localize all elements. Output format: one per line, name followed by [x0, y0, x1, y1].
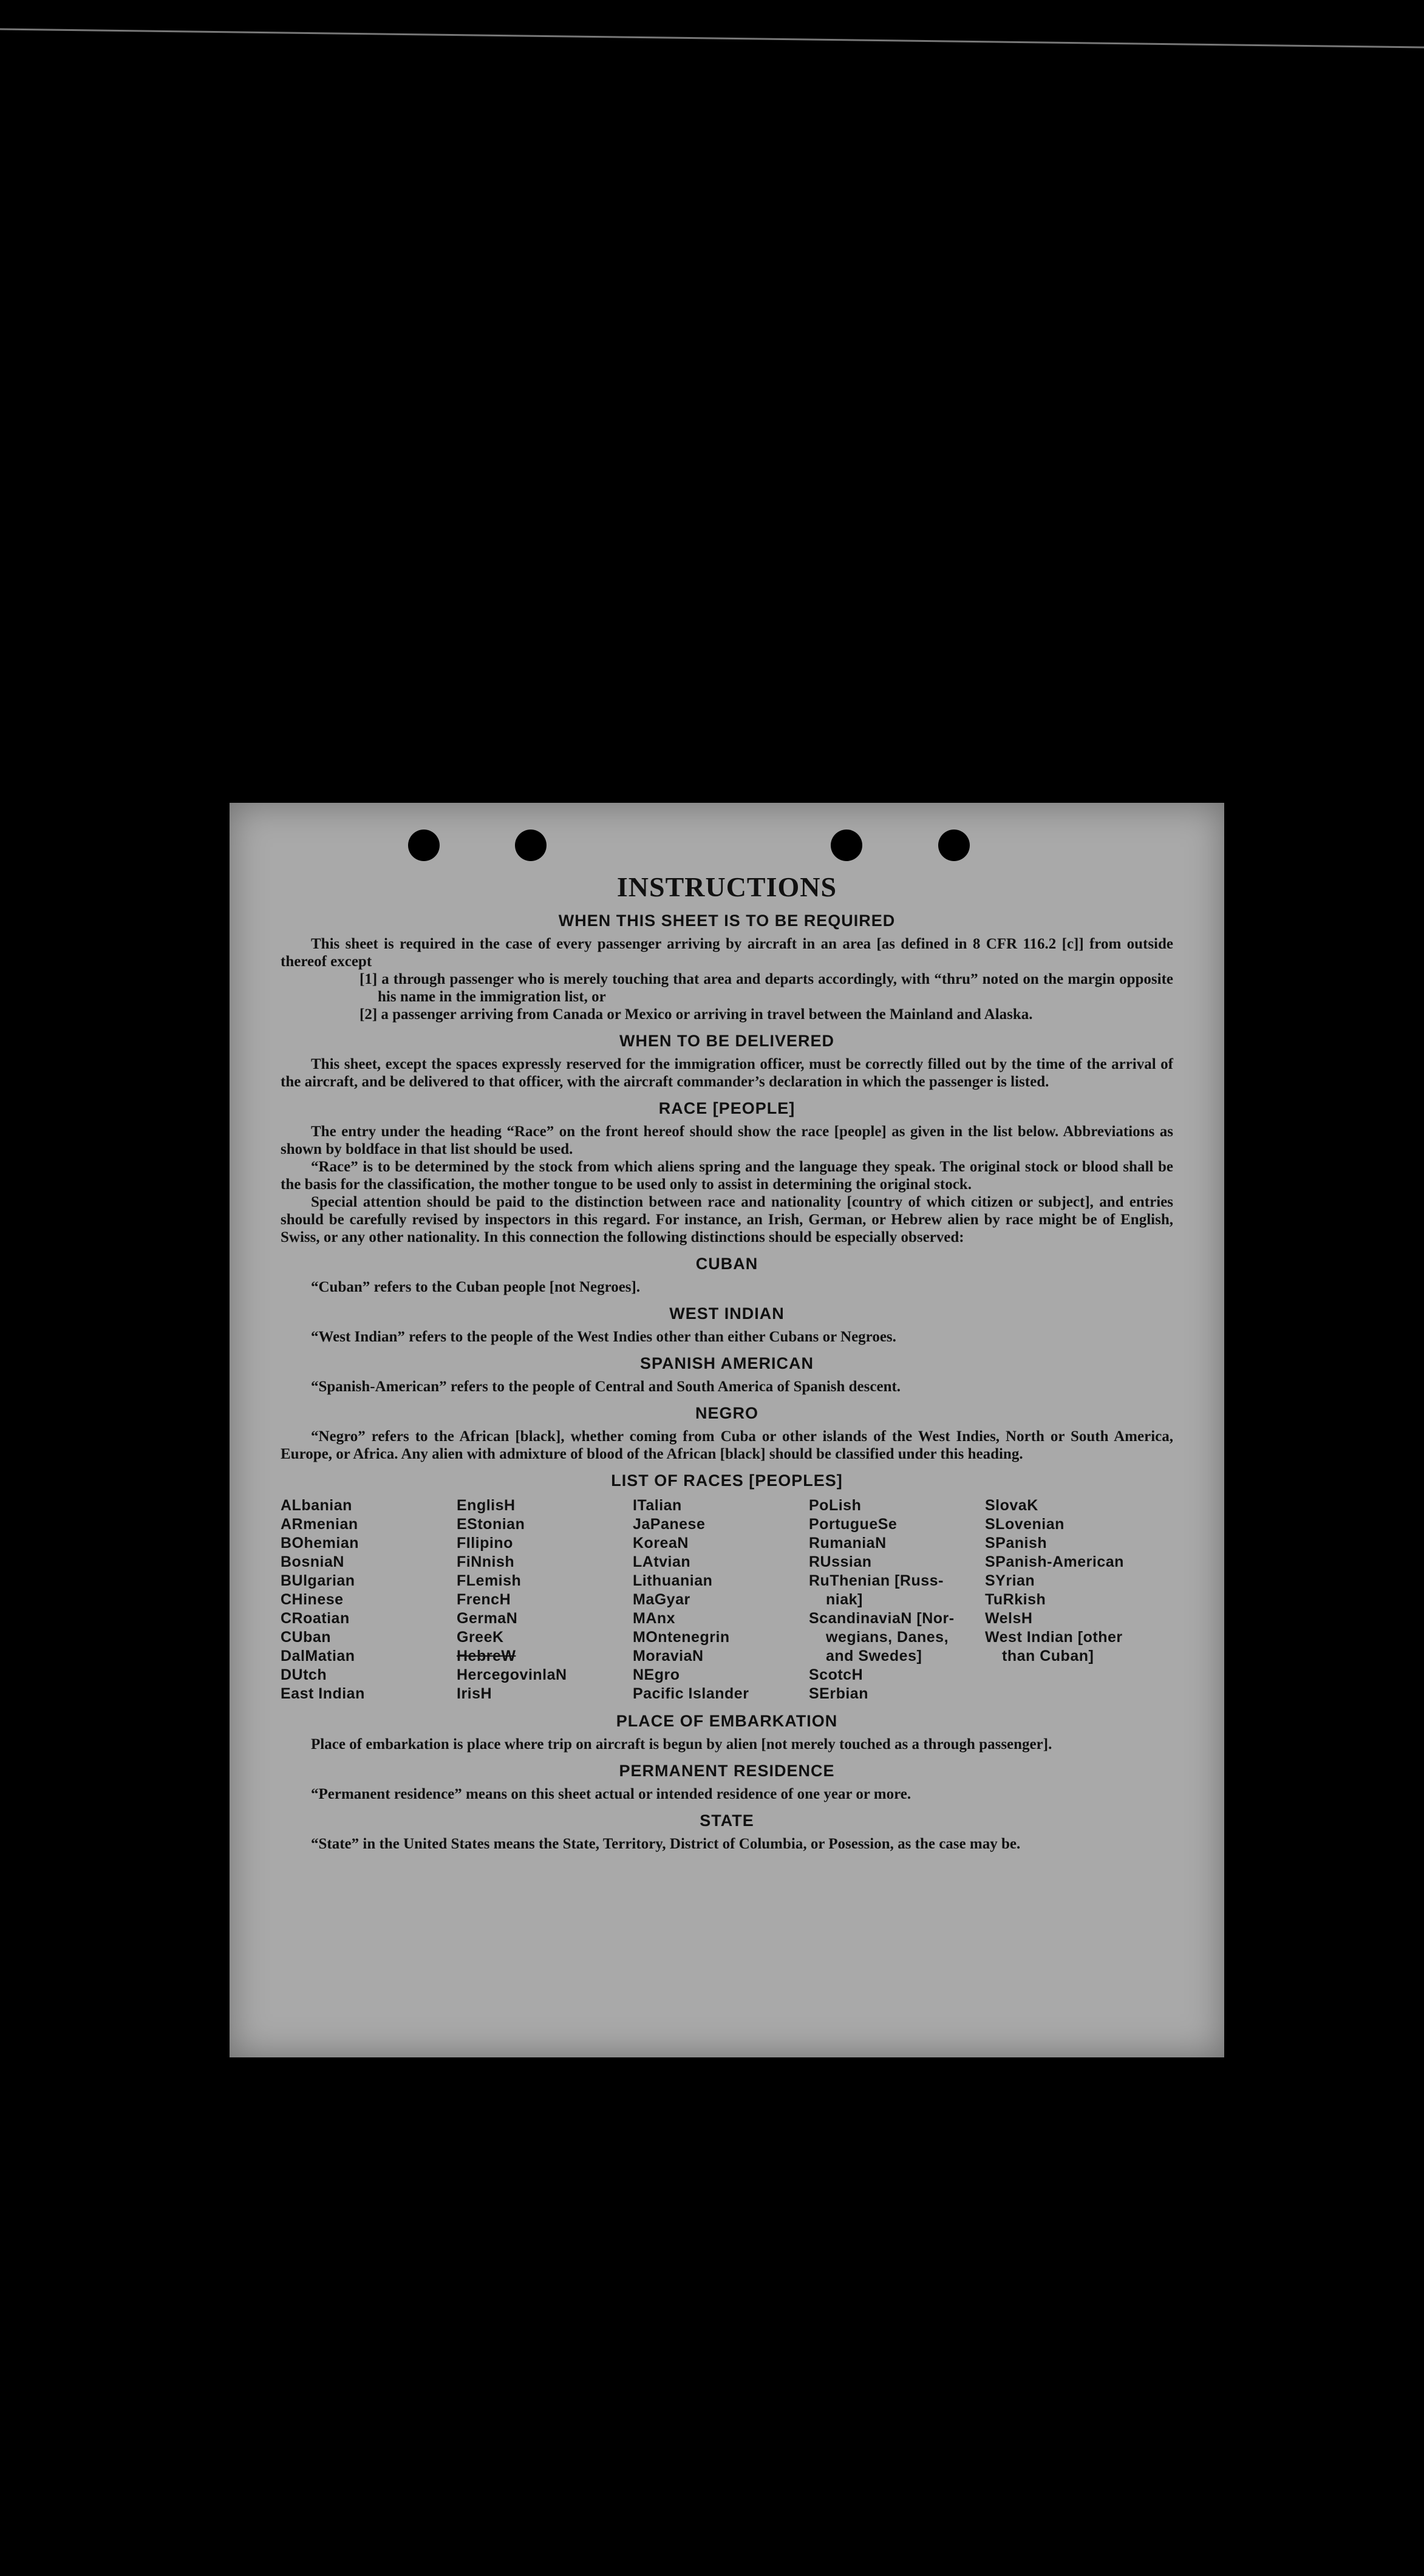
heading-when-required: WHEN THIS SHEET IS TO BE REQUIRED [558, 911, 896, 930]
race-entry: ALbanian [281, 1497, 352, 1514]
race-entry: MoraviaN [633, 1647, 704, 1665]
race-entry: GermaN [457, 1610, 518, 1627]
heading-negro: NEGRO [695, 1404, 758, 1422]
race-entry: ScotcH [809, 1666, 864, 1683]
race-entry: East Indian [281, 1685, 365, 1702]
races-column-2 [457, 1496, 633, 1703]
sheet-content [281, 871, 1173, 1853]
race-entry: FiNnish [457, 1553, 515, 1570]
race-entry: NEgro [633, 1666, 680, 1683]
race-entry: ARmenian [281, 1516, 358, 1533]
race-entry: BUlgarian [281, 1572, 355, 1589]
race-entry: MAnx [633, 1610, 676, 1627]
race-entry: DalMatian [281, 1647, 355, 1665]
cuban-text: “Cuban” refers to the Cuban people [not Negroes]. [311, 1279, 641, 1295]
races-column-3 [633, 1496, 809, 1703]
race-entry: FrencH [457, 1591, 511, 1608]
race-entry: RuThenian [Russ- [809, 1572, 944, 1589]
race-entry-continued: than Cuban] [1002, 1647, 1094, 1665]
race-entry: BosniaN [281, 1553, 344, 1570]
heading-cuban: CUBAN [695, 1255, 758, 1273]
heading-embarkation: PLACE OF EMBARKATION [616, 1712, 838, 1730]
heading-race: RACE [PEOPLE] [658, 1099, 795, 1117]
race-entry: SLovenian [985, 1516, 1065, 1533]
race-entry: SErbian [809, 1685, 868, 1702]
heading-when-delivered: WHEN TO BE DELIVERED [619, 1032, 835, 1050]
race-entry: ITalian [633, 1497, 682, 1514]
race-entry: LAtvian [633, 1553, 691, 1570]
race-entry: SPanish [985, 1535, 1048, 1552]
race-entry: PortugueSe [809, 1516, 898, 1533]
races-column-5 [985, 1496, 1167, 1703]
race-entry: RumaniaN [809, 1535, 887, 1552]
race-entry-continued: wegians, Danes, [826, 1629, 949, 1646]
when-required-item-2: [2] a passenger arriving from Canada or Mexico or arriving in travel between the Mainland and Alaska. [359, 1006, 1033, 1023]
race-entry: Pacific Islander [633, 1685, 749, 1702]
spanish-american-text: “Spanish-American” refers to the people of Central and South America of Spanish descent. [311, 1378, 901, 1395]
races-list [281, 1496, 1173, 1703]
race-entry-continued: and Swedes] [826, 1647, 922, 1665]
punch-hole [831, 830, 862, 861]
race-entry: SPanish-American [985, 1553, 1124, 1570]
race-entry: ScandinaviaN [Nor- [809, 1610, 955, 1627]
race-entry: EStonian [457, 1516, 525, 1533]
race-entry: MOntenegrin [633, 1629, 730, 1646]
race-entry: FLemish [457, 1572, 522, 1589]
race-entry: CUban [281, 1629, 332, 1646]
when-required-item-1: [1] a through passenger who is merely touching that area and departs accordingly, with “thru” noted on the margin opposite his name in the immigration list, or [359, 971, 1173, 1005]
heading-state: STATE [700, 1811, 754, 1830]
instruction-sheet [230, 803, 1224, 2057]
race-paragraph-3: Special attention should be paid to the distinction between race and nationality [country of which citizen or subject], and entries should be carefully revised by inspectors in this regard. For instance, an Irish, German, or Hebrew alien by race might be of English, Swiss, or any other nationality. In this connection the following distinctions should be especially observed: [281, 1194, 1173, 1245]
race-entry: GreeK [457, 1629, 504, 1646]
races-column-1 [281, 1496, 457, 1703]
race-paragraph-1: The entry under the heading “Race” on the front hereof should show the race [people] as given in the list below. Abbreviations as shown by boldface in that list should be used. [281, 1123, 1173, 1157]
race-entry: CRoatian [281, 1610, 350, 1627]
race-entry: MaGyar [633, 1591, 690, 1608]
west-indian-text: “West Indian” refers to the people of the West Indies other than either Cubans or Negroes. [311, 1329, 896, 1345]
races-column-4 [809, 1496, 985, 1703]
race-entry: Lithuanian [633, 1572, 713, 1589]
race-entry: KoreaN [633, 1535, 689, 1552]
punch-hole [938, 830, 970, 861]
heading-list-of-races: LIST OF RACES [PEOPLES] [611, 1471, 843, 1490]
race-paragraph-2: “Race” is to be determined by the stock from which aliens spring and the language they speak. The original stock or blood shall be the basis for the classification, the mother tongue to be used only to assist in determining the original stock. [281, 1159, 1173, 1193]
document-title: INSTRUCTIONS [616, 871, 837, 902]
negro-text: “Negro” refers to the African [black], whether coming from Cuba or other islands of the West Indies, North or South America, Europe, or Africa. Any alien with admixture of blood of the African [black] should be classified under this heading. [281, 1428, 1173, 1462]
scan-edge-line [0, 0, 1424, 55]
residence-text: “Permanent residence” means on this sheet actual or intended residence of one year or more. [311, 1786, 911, 1802]
race-entry: DUtch [281, 1666, 327, 1683]
punch-hole [515, 830, 547, 861]
race-entry: EnglisH [457, 1497, 516, 1514]
race-entry: SYrian [985, 1572, 1035, 1589]
race-entry: West Indian [other [985, 1629, 1123, 1646]
race-entry: BOhemian [281, 1535, 359, 1552]
race-entry: HercegovinlaN [457, 1666, 567, 1683]
race-entry: RUssian [809, 1553, 872, 1570]
race-entry-struck: HebreW [457, 1647, 516, 1665]
race-entry: CHinese [281, 1591, 344, 1608]
embarkation-text: Place of embarkation is place where trip on aircraft is begun by alien [not merely touched as a through passenger]. [311, 1736, 1052, 1753]
race-entry: TuRkish [985, 1591, 1046, 1608]
when-delivered-text: This sheet, except the spaces expressly reserved for the immigration officer, must be correctly filled out by the time of the arrival of the aircraft, and be delivered to that officer, with the aircraft commander’s declaration in which the passenger is listed. [281, 1056, 1173, 1090]
race-entry: WelsH [985, 1610, 1033, 1627]
race-entry: IrisH [457, 1685, 492, 1702]
race-entry: FIlipino [457, 1535, 513, 1552]
heading-west-indian: WEST INDIAN [669, 1304, 785, 1323]
state-text: “State” in the United States means the State, Territory, District of Columbia, or Posession, as the case may be. [311, 1836, 1021, 1852]
heading-permanent-residence: PERMANENT RESIDENCE [619, 1762, 835, 1780]
when-required-intro: This sheet is required in the case of every passenger arriving by aircraft in an area [as defined in 8 CFR 116.2 [c]] from outside thereof except [281, 936, 1173, 970]
punch-hole [408, 830, 440, 861]
race-entry: PoLish [809, 1497, 862, 1514]
heading-spanish-american: SPANISH AMERICAN [639, 1354, 814, 1372]
race-entry: SlovaK [985, 1497, 1038, 1514]
race-entry-continued: niak] [826, 1591, 863, 1608]
race-entry: JaPanese [633, 1516, 706, 1533]
